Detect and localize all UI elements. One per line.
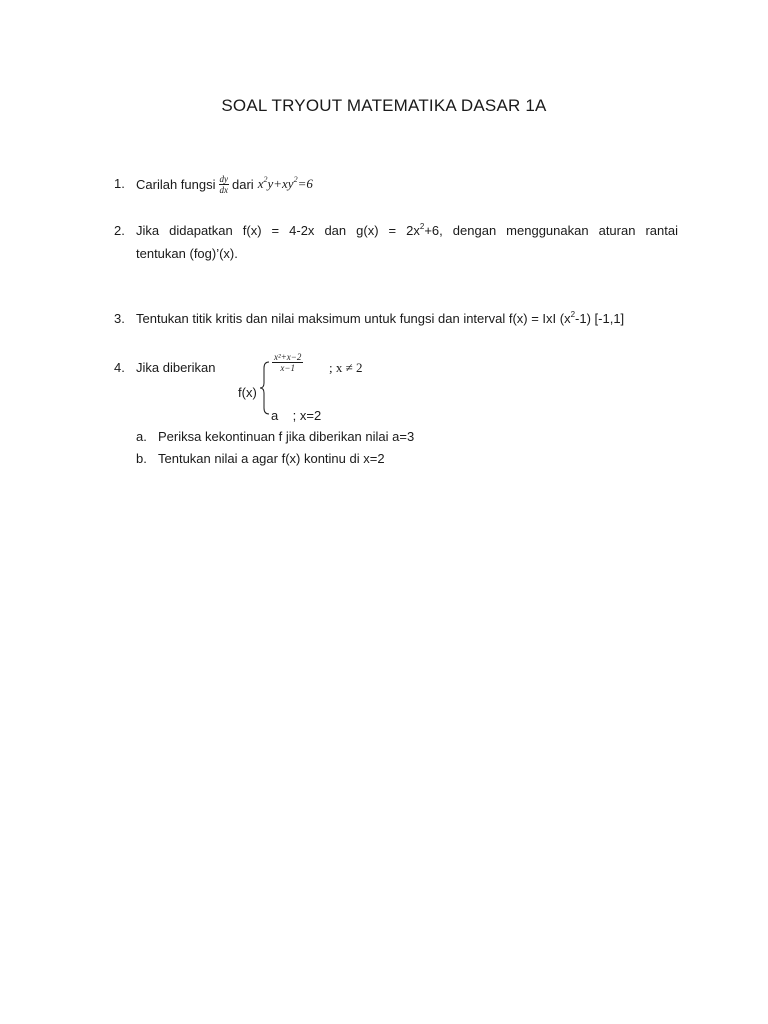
sub-question-b-label: b. — [136, 451, 147, 466]
question-1-number: 1. — [114, 176, 125, 191]
question-3-text-a: Tentukan titik kritis dan nilai maksimum untuk fungsi dan interval f(x) = IxI (x — [136, 311, 571, 326]
question-3-number: 3. — [114, 311, 125, 326]
fraction-denominator: dx — [219, 184, 228, 195]
sub-question-a: Periksa kekontinuan f jika diberikan nilai a=3 — [158, 429, 415, 444]
page-title: SOAL TRYOUT MATEMATIKA DASAR 1A — [221, 96, 547, 115]
derivative-fraction — [219, 174, 230, 195]
question-2-text-b: +6, dengan menggunakan aturan rantai — [424, 223, 678, 238]
question-2-number: 2. — [114, 223, 125, 238]
sub-question-b: Tentukan nilai a agar f(x) kontinu di x=2 — [158, 451, 385, 466]
question-4-text: Jika diberikan — [136, 360, 216, 375]
question-3-text-b: -1) [-1,1] — [575, 311, 625, 326]
fraction-numerator: dy — [219, 173, 228, 184]
question-4-number: 4. — [114, 360, 125, 375]
curly-brace — [258, 360, 272, 416]
question-2-line-2: tentukan (fog)’(x). — [136, 246, 238, 261]
question-3 — [136, 311, 624, 326]
sub-question-a-label: a. — [136, 429, 147, 444]
equation-exponent-a: 2 — [263, 174, 268, 184]
question-1-text-after: dari — [232, 176, 254, 192]
equation-part-b: y+xy — [267, 176, 294, 191]
question-1 — [136, 167, 313, 201]
case-1-numerator: x²+x−2 — [274, 352, 302, 362]
case-1-condition: ; x ≠ 2 — [329, 360, 363, 375]
question-2-text-a: Jika didapatkan f(x) = 4-2x dan g(x) = 2x — [136, 223, 420, 238]
question-1-equation — [258, 176, 313, 192]
equation-exponent-b: 2 — [293, 174, 298, 184]
equation-part-a: x — [257, 176, 264, 191]
case-1-fraction-body — [272, 352, 303, 373]
case-1-fraction — [272, 352, 303, 373]
case-2: a ; x=2 — [271, 408, 322, 423]
question-2-exponent: 2 — [419, 221, 425, 231]
question-3-exponent: 2 — [570, 309, 576, 319]
case-1-denominator: x−1 — [280, 363, 295, 373]
function-label: f(x) — [238, 385, 257, 400]
question-2-line-1 — [136, 223, 678, 238]
question-1-text-before: Carilah fungsi — [136, 176, 216, 192]
equation-part-c: =6 — [297, 176, 313, 191]
